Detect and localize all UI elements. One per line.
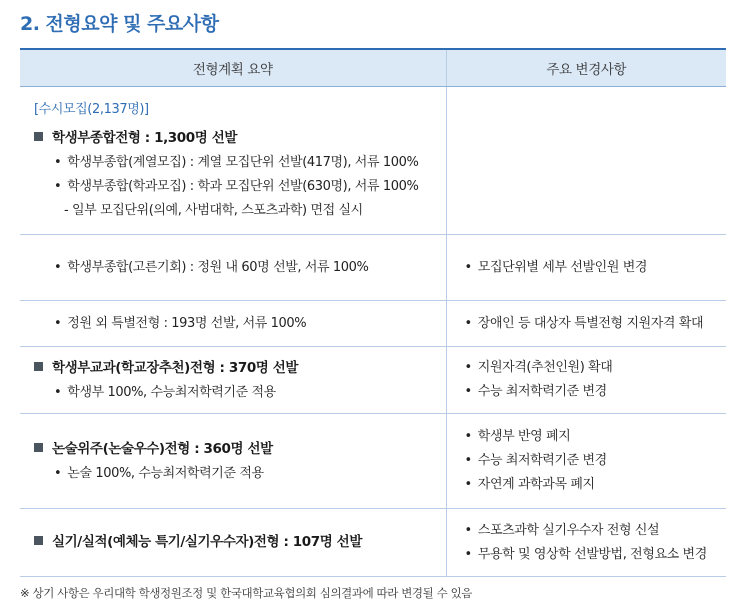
change-item: 수능 최저학력기준 변경 [477,384,607,399]
change-item: 지원자격(추천인원) 확대 [477,360,613,375]
changes-cell [446,301,726,347]
changes-cell [446,509,726,577]
plan-cell [20,301,446,347]
change-item: 학생부 반영 폐지 [477,429,571,444]
table-row [20,235,726,301]
group-label: [수시모집(2,137명)] [34,102,149,117]
bullet-icon: • [54,384,62,400]
list-item: 정원 외 특별전형 : 193명 선발, 서류 100% [67,315,307,331]
bullet-icon: • [54,465,62,481]
square-bullet-icon [34,362,43,371]
bullet-icon: • [464,384,472,399]
bullet-icon: • [464,546,472,562]
change-item: 수능 최저학력기준 변경 [477,453,607,468]
table-row [20,87,726,235]
main-item: 학생부교과(학교장추천)전형 : 370명 선발 [52,359,299,376]
list-item: 논술 100%, 수능최저학력기준 적용 [67,465,264,481]
bullet-icon: • [464,360,472,375]
table-row [20,301,726,347]
plan-cell [20,235,446,301]
main-item: 실기/실적(예체능 특기/실기우수자)전형 : 107명 선발 [52,534,362,550]
plan-cell [20,509,446,577]
plan-cell [20,347,446,414]
admissions-summary-table [20,48,726,577]
bullet-icon: • [464,477,472,492]
bullet-icon: • [464,453,472,468]
change-item: 무용학 및 영상학 선발방법, 전형요소 변경 [477,546,707,562]
list-item: 학생부 100%, 수능최저학력기준 적용 [67,384,276,400]
plan-cell [20,87,446,235]
footnote: ※ 상기 사항은 우리대학 학생정원조정 및 한국대학교육협의회 심의결과에 따라 변경될 수 있음 [20,586,472,600]
main-item: 논술위주(논술우수)전형 : 360명 선발 [52,440,273,457]
table-row [20,414,726,509]
list-item: 학생부종합(고른기회) : 정원 내 60명 선발, 서류 100% [67,259,369,275]
sub-list-item: - 일부 모집단위(의예, 사범대학, 스포츠과학) 면접 실시 [64,203,363,218]
change-item: 모집단위별 세부 선발인원 변경 [477,259,648,275]
bullet-icon: • [464,522,472,538]
bullet-icon: • [54,179,62,194]
bullet-icon: • [54,155,62,170]
changes-cell [446,87,726,235]
section-title: 2. 전형요약 및 주요사항 [20,13,219,35]
square-bullet-icon [34,443,43,452]
header-plan-summary: 전형계획 요약 [20,49,446,87]
list-item: 학생부종합(학과모집) : 학과 모집단위 선발(630명), 서류 100% [67,179,419,194]
main-item: 학생부종합전형 : 1,300명 선발 [52,130,238,146]
changes-cell [446,414,726,509]
change-item: 스포츠과학 실기우수자 전형 신설 [477,522,660,538]
bullet-icon: • [464,315,472,331]
bullet-icon: • [54,259,62,275]
header-major-changes: 주요 변경사항 [446,49,726,87]
table-header-row [20,49,726,87]
change-item: 자연계 과학과목 폐지 [477,477,595,492]
bullet-icon: • [54,315,62,331]
bullet-icon: • [464,429,472,444]
changes-cell [446,347,726,414]
table-row [20,347,726,414]
list-item: 학생부종합(계열모집) : 계열 모집단위 선발(417명), 서류 100% [67,155,419,170]
plan-cell [20,414,446,509]
bullet-icon: • [464,259,472,275]
change-item: 장애인 등 대상자 특별전형 지원자격 확대 [477,315,704,331]
square-bullet-icon [34,132,43,141]
changes-cell [446,235,726,301]
square-bullet-icon [34,536,43,545]
table-row [20,509,726,577]
